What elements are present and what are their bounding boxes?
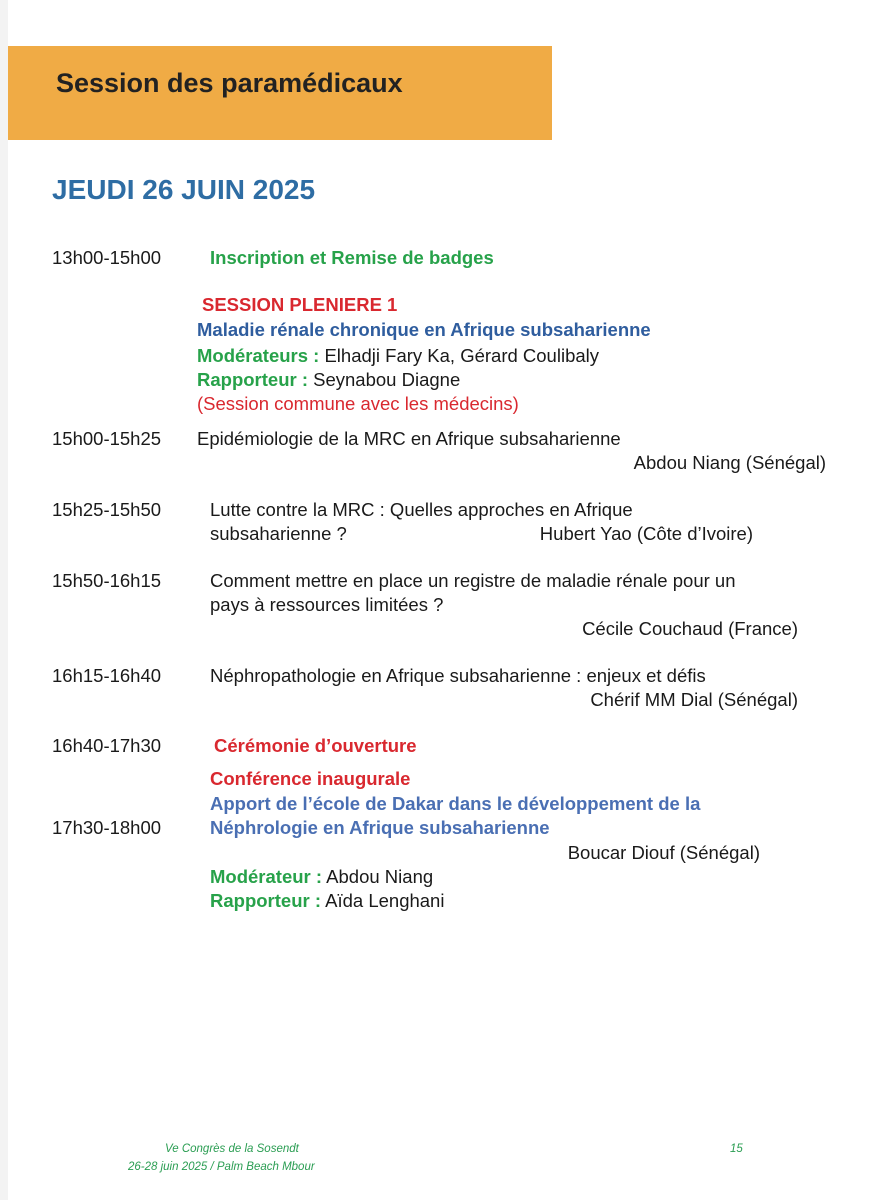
time-registration: 13h00-15h00 — [52, 247, 162, 268]
reporter-name: Seynabou Diagne — [313, 369, 461, 390]
talk1-speaker: Abdou Niang (Sénégal) — [633, 452, 826, 473]
talk4-title: Néphropathologie en Afrique subsaharienne : enjeux et défis — [210, 665, 706, 686]
plenary-theme: Maladie rénale chronique en Afrique subsaharienne — [197, 319, 651, 340]
keynote-moderator-name: Abdou Niang — [326, 866, 434, 887]
talk4-speaker: Chérif MM Dial (Sénégal) — [590, 689, 798, 710]
time-talk4: 16h15-16h40 — [52, 665, 162, 686]
plenary-moderators — [197, 345, 599, 367]
keynote-reporter-name: Aïda Lenghani — [325, 890, 445, 911]
plenary-note: (Session commune avec les médecins) — [197, 393, 519, 414]
ceremony-label: Cérémonie d’ouverture — [214, 735, 417, 756]
day-heading: JEUDI 26 JUIN 2025 — [52, 174, 316, 205]
talk3-title-line2: pays à ressources limitées ? — [210, 594, 444, 615]
keynote-speaker: Boucar Diouf (Sénégal) — [567, 842, 760, 863]
keynote-reporter-label: Rapporteur : — [210, 890, 321, 911]
keynote-moderator-label: Modérateur : — [210, 866, 323, 887]
moderators-label: Modérateurs : — [197, 345, 320, 366]
page-number: 15 — [730, 1143, 743, 1155]
footer-dates: 26-28 juin 2025 / Palm Beach Mbour — [128, 1161, 315, 1173]
reporter-label: Rapporteur : — [197, 369, 308, 390]
talk2-speaker: Hubert Yao (Côte d’Ivoire) — [539, 523, 753, 544]
time-ceremony: 16h40-17h30 — [52, 735, 162, 756]
registration-label: Inscription et Remise de badges — [210, 247, 494, 268]
plenary-heading: SESSION PLENIERE 1 — [202, 294, 398, 315]
keynote-heading: Conférence inaugurale — [210, 768, 411, 789]
moderators-names: Elhadji Fary Ka, Gérard Coulibaly — [324, 345, 600, 366]
time-keynote: 17h30-18h00 — [52, 817, 162, 838]
talk1-title: Epidémiologie de la MRC en Afrique subsaharienne — [197, 428, 621, 449]
session-banner — [8, 46, 552, 140]
keynote-title-line2: Néphrologie en Afrique subsaharienne — [210, 817, 550, 838]
talk2-title-line1: Lutte contre la MRC : Quelles approches en Afrique — [210, 499, 633, 520]
time-talk3: 15h50-16h15 — [52, 570, 162, 591]
session-title: Session des paramédicaux — [56, 68, 403, 98]
keynote-reporter — [210, 890, 444, 912]
talk3-speaker: Cécile Couchaud (France) — [582, 618, 798, 639]
time-talk2: 15h25-15h50 — [52, 499, 162, 520]
keynote-moderator — [210, 866, 433, 888]
plenary-reporter — [197, 369, 460, 391]
talk2-title-line2: subsaharienne ? — [210, 523, 347, 544]
footer-congress: Ve Congrès de la Sosendt — [165, 1143, 299, 1155]
talk3-title-line1: Comment mettre en place un registre de maladie rénale pour un — [210, 570, 736, 591]
keynote-title-line1: Apport de l’école de Dakar dans le développement de la — [210, 793, 701, 814]
time-talk1: 15h00-15h25 — [52, 428, 162, 449]
